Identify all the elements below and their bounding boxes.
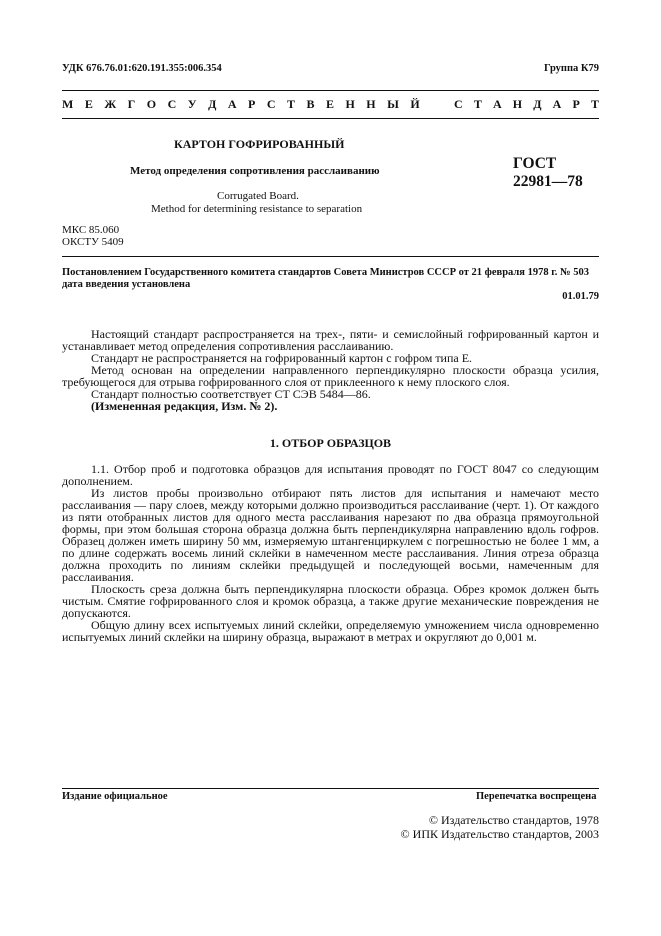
banner-letter: Д [208, 97, 217, 111]
banner-letter: Ж [104, 97, 117, 111]
banner-letter: С [167, 97, 177, 111]
copyright-2003: © ИПК Издательство стандартов, 2003 [400, 827, 599, 841]
banner-letter: Р [247, 97, 256, 111]
document-title: КАРТОН ГОФРИРОВАННЫЙ [174, 137, 345, 151]
banner-rule [62, 118, 599, 119]
banner-letter: Е [325, 97, 334, 111]
copyright-1978: © Издательство стандартов, 1978 [428, 813, 599, 827]
banner-letter: Р [572, 97, 580, 111]
intro-paragraph-amendment: (Измененная редакция, Изм. № 2). [91, 399, 278, 413]
standard-banner [62, 97, 599, 112]
reprint-notice: Перепечатка воспрещена [476, 791, 597, 802]
group-code: Группа К79 [543, 63, 599, 74]
decree-line1: Постановлением Государственного комитета стандартов Совета Министров СССР от 21 февраля 1978 г. № 503 [62, 267, 589, 278]
english-title: Corrugated Board. [217, 190, 299, 202]
banner-letter: Т [286, 97, 295, 111]
banner-letter: Г [127, 97, 136, 111]
banner-letter: У [187, 97, 197, 111]
document-subtitle: Метод определения сопротивления расслаиванию [130, 165, 380, 177]
banner-letter: А [492, 97, 502, 111]
banner-letter: О [146, 97, 157, 111]
intro-paragraph-compliance: Стандарт полностью соответствует СТ СЭВ 5484—86. [91, 387, 371, 401]
banner-letter: Н [512, 97, 523, 111]
decree-line2: дата введения установлена [62, 279, 191, 290]
top-rule [62, 90, 599, 91]
section-paragraph-1-1: 1.1. Отбор проб и подготовка образцов для испытания проводят по ГОСТ 8047 со следующим дополнением. [62, 462, 599, 488]
banner-word-interstate [62, 97, 420, 112]
section-paragraph-sampling: Из листов пробы произвольно отбирают пять листов для испытания и намечают место расслаивания — пару слоев, между которыми должно производиться расслаивание (черт. 1). От каждого из пяти отобранных листов для одного места расслаивания нарезают по два образца прямоугольной формы, при этом большая сторона образца должна быть перпендикулярна направлению вдоль гофров. Образец должен иметь ширину 50 мм, измеряемую штангенциркулем с погрешностью не более 1 мм, а по длине содержать восемь линий склейки в намеченном месте расслаивания. Линия отреза образца должна проходить по линиям склейки предыдущей и последующей восьми, намеченным для расслаивания. [62, 486, 599, 584]
banner-letter: Й [410, 97, 420, 111]
section-heading: 1. ОТБОР ОБРАЗЦОВ [269, 436, 392, 450]
section-paragraph-length: Общую длину всех испытуемых линий склейки, определяемую умножением числа одновременно испытуемых линий склейки на ширину образца, выражают в метрах и округляют до 0,001 м. [62, 618, 599, 644]
english-subtitle: Method for determining resistance to separation [151, 203, 363, 215]
banner-letter: Е [84, 97, 93, 111]
banner-letter: Д [533, 97, 542, 111]
banner-letter: С [454, 97, 463, 111]
effective-date: 01.01.79 [562, 291, 599, 302]
banner-letter: М [62, 97, 74, 111]
banner-letter: А [227, 97, 237, 111]
okstu-code: ОКСТУ 5409 [62, 236, 124, 248]
banner-letter: А [552, 97, 562, 111]
banner-letter: Ы [387, 97, 399, 111]
section-paragraph-cut: Плоскость среза должна быть перпендикулярна плоскости образца. Обрез кромок должен быть чистым. Смятие гофрированного слоя и кромок образца, а также другие механические повреждения не допускаются. [62, 582, 599, 620]
banner-word-standard [454, 97, 599, 112]
banner-letter: В [306, 97, 315, 111]
udk-code: УДК 676.76.01:620.191.355:006.354 [62, 63, 222, 74]
intro-paragraph-method: Метод основан на определении направленного перпендикулярно плоскости образца усилия, требующегося для отрыва гофрированного слоя от приклеенного к нему плоского слоя. [62, 363, 599, 389]
banner-letter: Н [345, 97, 355, 111]
intro-paragraph-exclusion: Стандарт не распространяется на гофрированный картон с гофром типа Е. [91, 351, 473, 365]
gost-number: 22981—78 [513, 173, 583, 190]
official-edition: Издание официальное [62, 791, 168, 802]
section-1-body [62, 463, 599, 643]
banner-letter: С [266, 97, 276, 111]
introduction [62, 328, 599, 412]
footer-rule [62, 788, 599, 789]
intro-paragraph-scope: Настоящий стандарт распространяется на трех-, пяти- и семислойный гофрированный картон и устанавливает метод определения сопротивления расслаиванию. [62, 327, 599, 353]
banner-letter: Н [366, 97, 376, 111]
banner-letter: Т [473, 97, 482, 111]
gost-label: ГОСТ [513, 155, 557, 172]
mks-code: МКС 85.060 [62, 224, 120, 236]
title-rule [62, 256, 599, 257]
banner-letter: Т [590, 97, 599, 111]
